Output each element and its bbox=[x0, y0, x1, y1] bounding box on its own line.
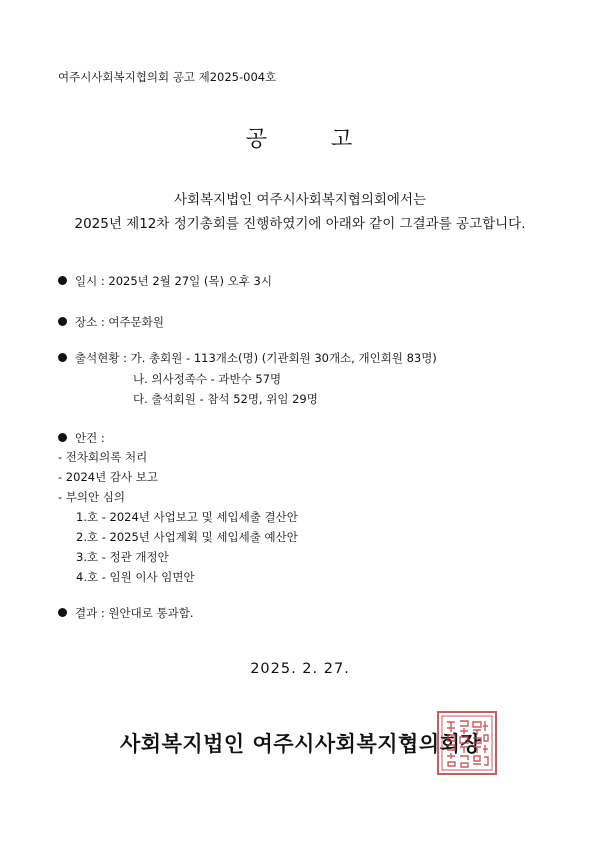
agenda-item: - 2024년 감사 보고 bbox=[58, 470, 158, 484]
bullet-icon bbox=[58, 608, 67, 617]
bill-item: 2.호 - 2025년 사업계획 및 세입세출 예산안 bbox=[76, 530, 298, 544]
bullet-icon bbox=[58, 353, 67, 362]
title-char-2: 고 bbox=[331, 127, 355, 152]
item-result bbox=[58, 605, 193, 621]
item-place bbox=[58, 314, 164, 330]
announcement-date: 2025. 2. 27. bbox=[250, 661, 350, 677]
bill-item: 1.호 - 2024년 사업보고 및 세입세출 결산안 bbox=[76, 510, 298, 524]
result-text: 결과 : 원안대로 통과함. bbox=[75, 606, 194, 620]
signature-organization: 사회복지법인 여주시사회복지협의회장 bbox=[120, 732, 482, 756]
attendance-present: 다. 출석회원 - 참석 52명, 위임 29명 bbox=[133, 392, 318, 406]
official-seal-icon bbox=[437, 711, 497, 775]
title-char-1: 공 bbox=[245, 127, 269, 152]
attendance-quorum: 나. 의사정족수 - 과반수 57명 bbox=[133, 372, 282, 386]
place-text: 장소 : 여주문화원 bbox=[75, 315, 164, 329]
item-attendance bbox=[58, 350, 437, 366]
item-datetime bbox=[58, 273, 272, 289]
page-title bbox=[0, 122, 600, 153]
agenda-item: - 전차회의록 처리 bbox=[58, 450, 148, 464]
bullet-icon bbox=[58, 317, 67, 326]
attendance-label: 출석현황 : bbox=[75, 351, 127, 365]
announcement-reference: 여주시사회복지협의회 공고 제2025-004호 bbox=[58, 70, 277, 84]
agenda-item: - 부의안 심의 bbox=[58, 490, 126, 504]
bill-item: 3.호 - 정관 개정안 bbox=[76, 550, 169, 564]
agenda-label: 안건 : bbox=[75, 431, 105, 445]
intro-line-1: 사회복지법인 여주시사회복지협의회에서는 bbox=[173, 192, 427, 208]
datetime-text: 일시 : 2025년 2월 27일 (목) 오후 3시 bbox=[75, 274, 272, 288]
bullet-icon bbox=[58, 433, 67, 442]
intro-line-2: 2025년 제12차 정기총회를 진행하였기에 아래와 같이 그결과를 공고합니다. bbox=[74, 216, 526, 232]
attendance-total: 가. 총회원 - 113개소(명) (기관회원 30개소, 개인회원 83명) bbox=[130, 351, 437, 365]
bill-item: 4.호 - 임원 이사 임면안 bbox=[76, 570, 195, 584]
bullet-icon bbox=[58, 276, 67, 285]
item-agenda bbox=[58, 430, 105, 446]
